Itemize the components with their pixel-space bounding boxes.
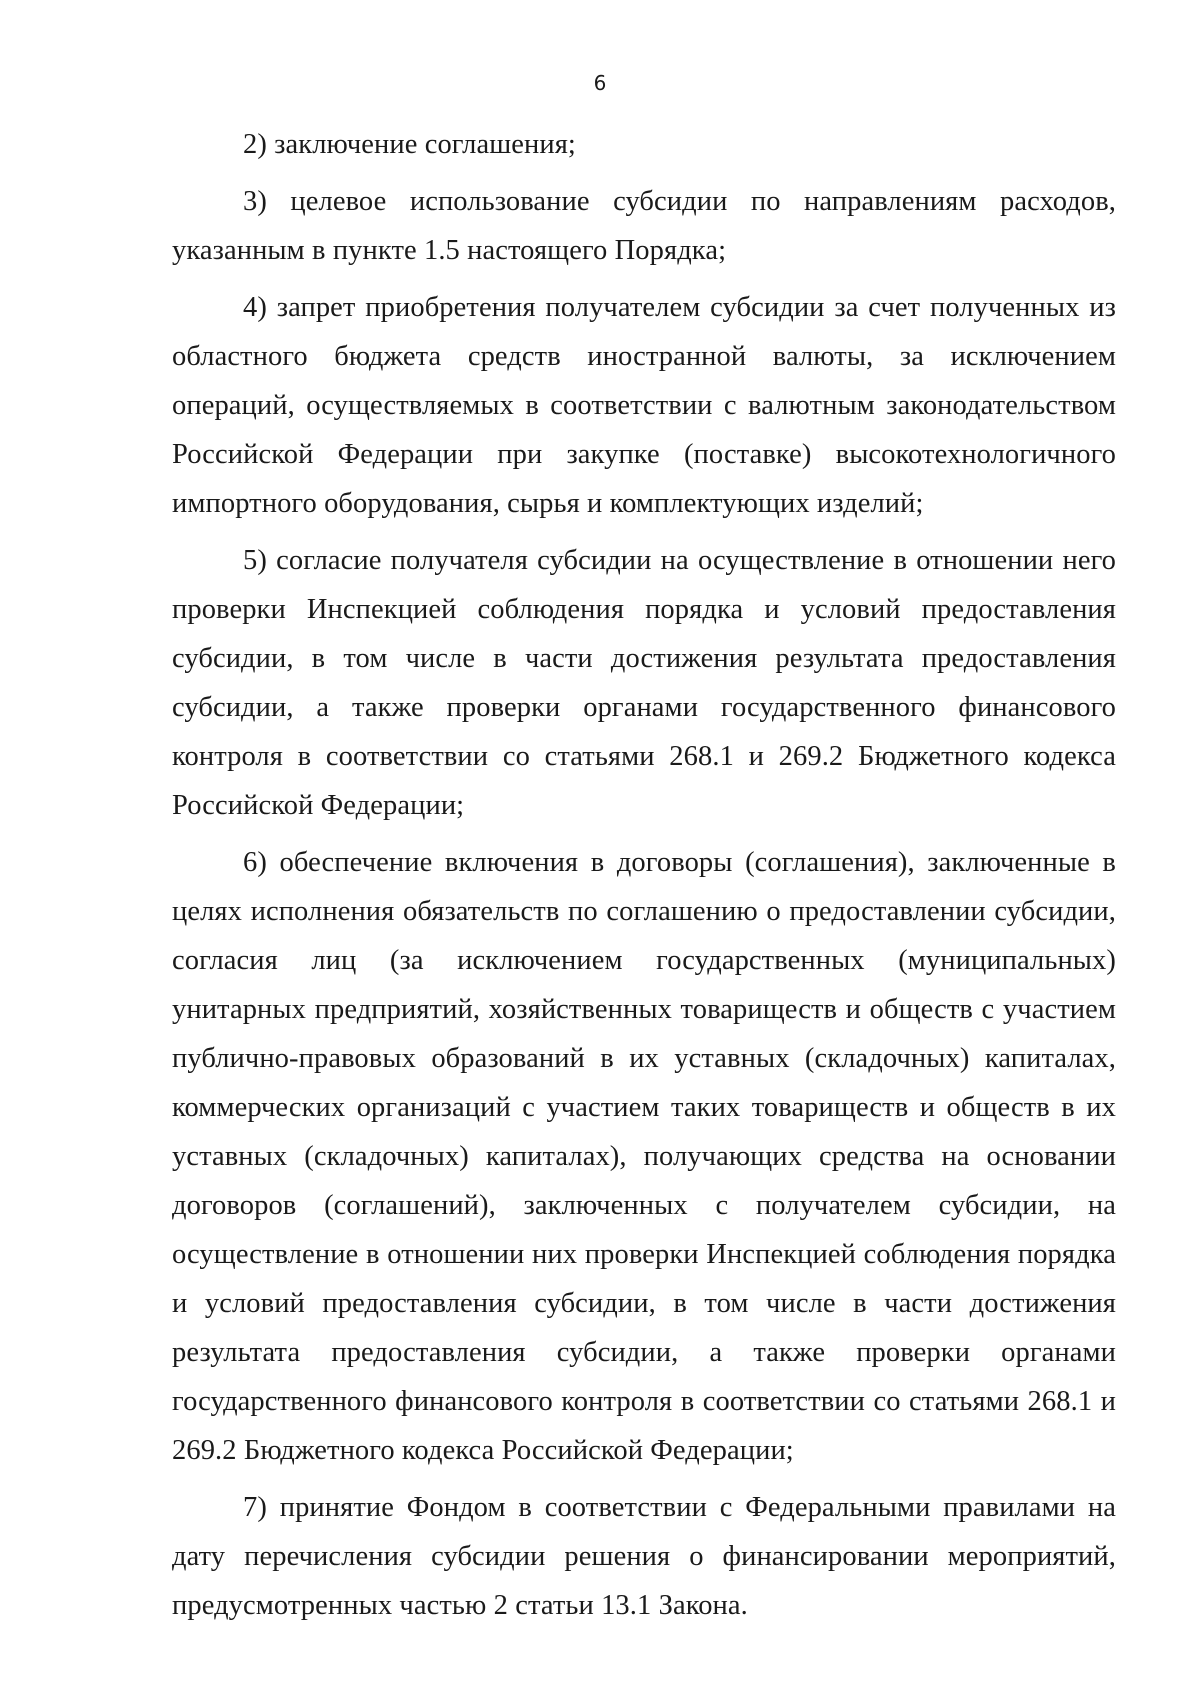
paragraph-item-5: 5) согласие получателя субсидии на осуществление в отношении него проверки Инспекцией соблюдения порядка и условий предоставления субсидии, в том числе в части достижения результата предоставления субсидии, а также проверки органами государственного финансового контроля в соответствии со статьями 268.1 и 269.2 Бюджетного кодекса Российской Федерации; [172,545,1116,821]
page-number: 6 [593,71,607,95]
document-body [172,120,1116,1638]
paragraph-item-4: 4) запрет приобретения получателем субсидии за счет полученных из областного бюджета средств иностранной валюты, за исключением операций, осуществляемых в соответствии с валютным законодательством Российской Федерации при закупке (поставке) высокотехнологичного импортного оборудования, сырья и комплектующих изделий; [172,292,1116,519]
paragraph-item-2: 2) заключение соглашения; [243,129,576,160]
paragraph-item-3: 3) целевое использование субсидии по направлениям расходов, указанным в пункте 1.5 настоящего Порядка; [172,186,1116,266]
paragraph-item-7: 7) принятие Фондом в соответствии с Федеральными правилами на дату перечисления субсидии решения о финансировании мероприятий, предусмотренных частью 2 статьи 13.1 Закона. [172,1492,1116,1621]
paragraph-item-6: 6) обеспечение включения в договоры (соглашения), заключенные в целях исполнения обязательств по соглашению о предоставлении субсидии, согласия лиц (за исключением государственных (муниципальных) унитарных предприятий, хозяйственных товариществ и обществ с участием публично-правовых образований в их уставных (складочных) капиталах, коммерческих организаций с участием таких товариществ и обществ в их уставных (складочных) капиталах), получающих средства на основании договоров (соглашений), заключенных с получателем субсидии, на осуществление в отношении них проверки Инспекцией соблюдения порядка и условий предоставления субсидии, в том числе в части достижения результата предоставления субсидии, а также проверки органами государственного финансового контроля в соответствии со статьями 268.1 и 269.2 Бюджетного кодекса Российской Федерации; [172,847,1116,1466]
